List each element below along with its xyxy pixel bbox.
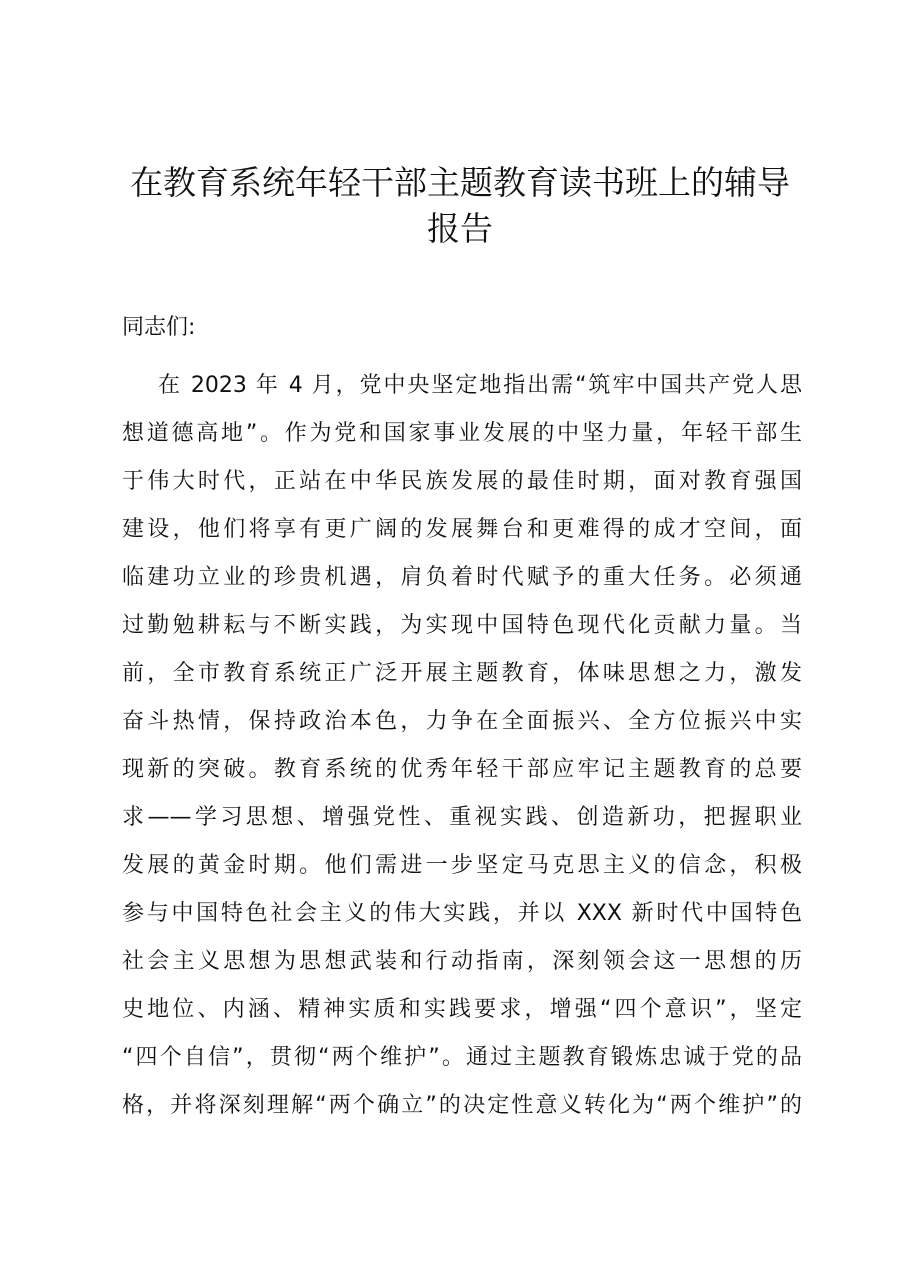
paragraph-line: 想道德高地”。作为党和国家事业发展的中坚力量，年轻干部生: [122, 421, 802, 446]
paragraph-line: 于伟大时代，正站在中华民族发展的最佳时期，面对教育强国: [122, 469, 802, 494]
salutation: 同志们:: [122, 315, 196, 340]
paragraph-line: 现新的突破。教育系统的优秀年轻干部应牢记主题教育的总要: [122, 757, 802, 782]
paragraph-line: 过勤勉耕耘与不断实践，为实现中国特色现代化贡献力量。当: [122, 613, 802, 638]
body-paragraph: [122, 370, 802, 1138]
title-line: 在教育系统年轻干部主题教育读书班上的辅导: [130, 163, 790, 202]
paragraph-line: 参与中国特色社会主义的伟大实践，并以 XXX 新时代中国特色: [122, 901, 802, 926]
paragraph-line: 史地位、内涵、精神实质和实践要求，增强“四个意识”，坚定: [122, 997, 802, 1022]
paragraph-line: 前，全市教育系统正广泛开展主题教育，体味思想之力，激发: [122, 661, 802, 686]
paragraph-line: 社会主义思想为思想武装和行动指南，深刻领会这一思想的历: [122, 949, 802, 974]
paragraph-line: 临建功立业的珍贵机遇，肩负着时代赋予的重大任务。必须通: [122, 565, 802, 590]
paragraph-line: 求——学习思想、增强党性、重视实践、创造新功，把握职业: [122, 805, 802, 830]
paragraph-line: 格，并将深刻理解“两个确立”的决定性意义转化为“两个维护”的: [122, 1093, 802, 1118]
paragraph-line: “四个自信”，贯彻“两个维护”。通过主题教育锻炼忠诚于党的品: [122, 1045, 802, 1070]
paragraph-line: 在 2023 年 4 月，党中央坚定地指出需“筑牢中国共产党人思: [158, 373, 802, 398]
document-title: [118, 160, 802, 252]
paragraph-line: 建设，他们将享有更广阔的发展舞台和更难得的成才空间，面: [122, 517, 802, 542]
title-line: 报告: [427, 209, 493, 248]
paragraph-line: 发展的黄金时期。他们需进一步坚定马克思主义的信念，积极: [122, 853, 802, 878]
paragraph-line: 奋斗热情，保持政治本色，力争在全面振兴、全方位振兴中实: [122, 709, 802, 734]
